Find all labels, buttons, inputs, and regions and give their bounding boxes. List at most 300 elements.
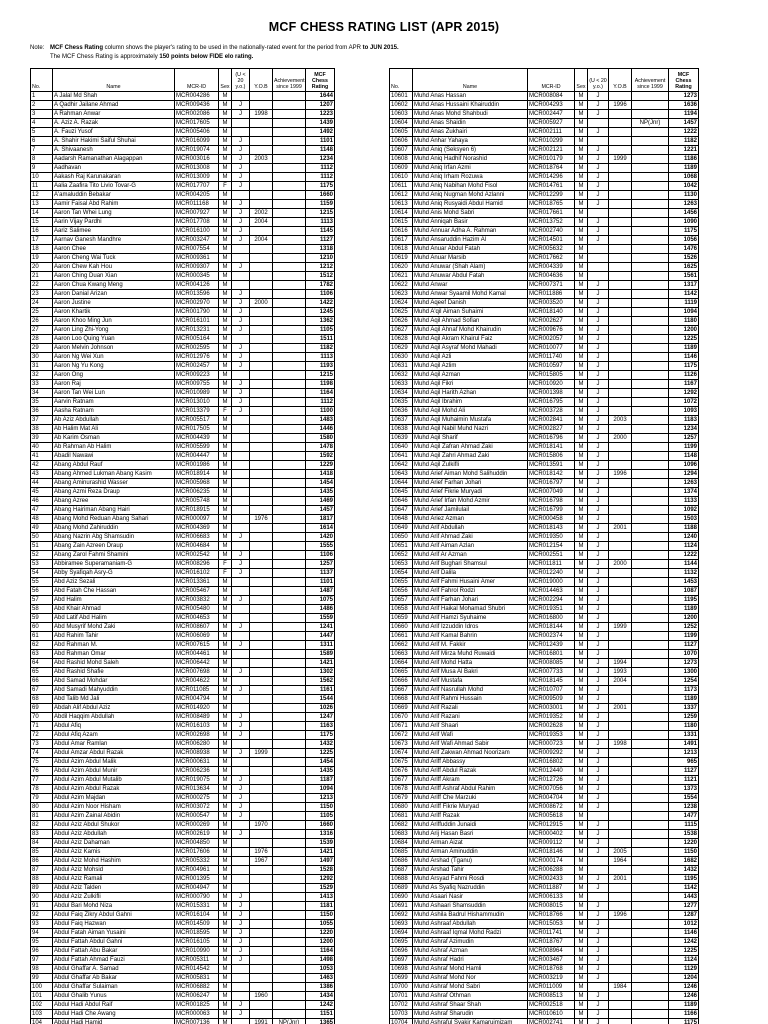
rating-table-left <box>30 68 390 1024</box>
cell-u20: J <box>232 569 250 578</box>
cell-name: Aaron Ching Duan Xian <box>53 272 175 281</box>
table-row <box>31 938 391 947</box>
cell-achievement <box>632 947 669 956</box>
table-row <box>390 740 750 749</box>
cell-yob <box>250 191 273 200</box>
table-row <box>31 272 391 281</box>
table-row <box>390 452 750 461</box>
cell-name: Muhd Arif Haikal Mohamad Shubri <box>413 605 528 614</box>
cell-u20: J <box>588 164 609 173</box>
cell-spacer <box>335 875 391 884</box>
cell-rating: 1263 <box>669 479 699 488</box>
cell-yob <box>609 344 632 353</box>
cell-mcr-id: MCR015053 <box>528 920 575 929</box>
cell-sex: M <box>219 749 232 758</box>
cell-spacer <box>699 614 750 623</box>
cell-u20: J <box>588 722 609 731</box>
cell-yob <box>250 956 273 965</box>
cell-spacer <box>699 398 750 407</box>
cell-no: 10643 <box>390 470 413 479</box>
cell-sex: M <box>575 749 588 758</box>
cell-u20 <box>232 677 250 686</box>
cell-mcr-id: MCR004205 <box>175 191 219 200</box>
cell-achievement <box>273 398 306 407</box>
cell-u20: J <box>232 920 250 929</box>
cell-u20: J <box>588 848 609 857</box>
cell-achievement <box>632 452 669 461</box>
cell-name: A. Aziz A. Razak <box>53 119 175 128</box>
cell-mcr-id: MCR000547 <box>175 812 219 821</box>
cell-spacer <box>335 155 391 164</box>
cell-rating: 1142 <box>669 290 699 299</box>
cell-u20: J <box>588 785 609 794</box>
cell-u20 <box>232 866 250 875</box>
cell-yob <box>609 164 632 173</box>
cell-achievement <box>632 416 669 425</box>
cell-u20: J <box>588 281 609 290</box>
cell-no: 10630 <box>390 353 413 362</box>
table-row <box>390 965 750 974</box>
cell-no: 34 <box>31 389 53 398</box>
cell-name: Muhd Arif Rahmi Hussain <box>413 695 528 704</box>
cell-achievement <box>632 731 669 740</box>
table-row <box>390 992 750 1001</box>
cell-mcr-id: MCR012439 <box>528 641 575 650</box>
cell-spacer <box>335 659 391 668</box>
cell-mcr-id: MCR013010 <box>175 398 219 407</box>
cell-sex: M <box>219 515 232 524</box>
cell-spacer <box>335 497 391 506</box>
cell-sex: M <box>575 938 588 947</box>
cell-sex: M <box>219 236 232 245</box>
table-row <box>31 542 391 551</box>
cell-sex: M <box>575 119 588 128</box>
cell-achievement <box>273 542 306 551</box>
cell-name: Muhd Aqil Ibrahim <box>413 398 528 407</box>
cell-sex: M <box>575 650 588 659</box>
cell-no: 85 <box>31 848 53 857</box>
cell-achievement <box>273 641 306 650</box>
cell-name: Ab Halim Mat Ali <box>53 425 175 434</box>
table-row <box>31 920 391 929</box>
cell-rating: 965 <box>669 758 699 767</box>
cell-yob <box>250 929 273 938</box>
cell-u20: J <box>588 911 609 920</box>
cell-sex: M <box>575 668 588 677</box>
cell-spacer <box>699 470 750 479</box>
table-row <box>31 290 391 299</box>
cell-achievement <box>632 173 669 182</box>
cell-name: Muhd Aqil Azman <box>413 371 528 380</box>
cell-u20: J <box>232 380 250 389</box>
cell-name: Muhd Ariff Che Marzuki <box>413 794 528 803</box>
cell-spacer <box>699 569 750 578</box>
cell-no: 15 <box>31 218 53 227</box>
cell-spacer <box>335 632 391 641</box>
cell-no: 7 <box>31 146 53 155</box>
cell-mcr-id: MCR005332 <box>175 857 219 866</box>
cell-name: Abd Samad Mohdar <box>53 677 175 686</box>
cell-name: Muhd Aniq Hadhif Norashid <box>413 155 528 164</box>
cell-mcr-id: MCR019000 <box>528 578 575 587</box>
cell-rating: 1373 <box>669 785 699 794</box>
cell-no: 60 <box>31 623 53 632</box>
cell-rating: 1215 <box>306 371 335 380</box>
cell-rating: 1447 <box>306 632 335 641</box>
cell-no: 29 <box>31 344 53 353</box>
cell-mcr-id: MCR004636 <box>528 272 575 281</box>
cell-rating: 1161 <box>306 686 335 695</box>
cell-name: Muhd Aniq Nugman Mohd Azlanni <box>413 191 528 200</box>
cell-mcr-id: MCR010707 <box>528 686 575 695</box>
cell-no: 20 <box>31 263 53 272</box>
cell-no: 53 <box>31 560 53 569</box>
cell-name: A Rahman Anwar <box>53 110 175 119</box>
cell-u20: J <box>588 875 609 884</box>
cell-achievement <box>273 227 306 236</box>
cell-achievement <box>273 893 306 902</box>
cell-rating: 1188 <box>669 524 699 533</box>
cell-mcr-id: MCR005748 <box>175 497 219 506</box>
cell-spacer <box>335 164 391 173</box>
cell-u20 <box>588 119 609 128</box>
cell-name: Muhd Ansaruddin Hazim Al <box>413 236 528 245</box>
cell-mcr-id: MCR018140 <box>528 308 575 317</box>
cell-sex: M <box>575 1001 588 1010</box>
cell-u20: J <box>588 227 609 236</box>
table-row <box>390 434 750 443</box>
cell-rating: 1142 <box>669 884 699 893</box>
cell-rating: 1175 <box>306 182 335 191</box>
cell-rating: 1012 <box>669 920 699 929</box>
cell-no: 23 <box>31 290 53 299</box>
cell-no: 10658 <box>390 605 413 614</box>
cell-sex: M <box>575 263 588 272</box>
cell-achievement <box>273 200 306 209</box>
cell-name: Abang Azree <box>53 497 175 506</box>
cell-mcr-id: MCR008607 <box>175 623 219 632</box>
cell-achievement <box>632 110 669 119</box>
cell-sex: M <box>575 974 588 983</box>
cell-rating: 1148 <box>306 146 335 155</box>
table-header-row <box>390 69 750 92</box>
cell-no: 10619 <box>390 254 413 263</box>
cell-achievement <box>632 101 669 110</box>
cell-no: 10691 <box>390 902 413 911</box>
cell-spacer <box>699 686 750 695</box>
cell-achievement <box>273 596 306 605</box>
cell-sex: M <box>219 506 232 515</box>
cell-yob <box>609 974 632 983</box>
table-row <box>390 155 750 164</box>
cell-rating: 1213 <box>669 749 699 758</box>
cell-name: Aaron Ng Wei Xun <box>53 353 175 362</box>
cell-no: 56 <box>31 587 53 596</box>
cell-rating: 1189 <box>669 164 699 173</box>
cell-name: Abdul Fattah Abdul Gahni <box>53 938 175 947</box>
table-row <box>31 470 391 479</box>
cell-rating: 1121 <box>669 776 699 785</box>
cell-mcr-id: MCR012915 <box>528 821 575 830</box>
cell-sex: M <box>219 911 232 920</box>
cell-yob <box>609 371 632 380</box>
cell-sex: M <box>219 389 232 398</box>
table-row <box>390 371 750 380</box>
cell-no: 14 <box>31 209 53 218</box>
cell-achievement <box>632 218 669 227</box>
cell-mcr-id: MCR015331 <box>175 902 219 911</box>
cell-u20: J <box>588 317 609 326</box>
cell-yob <box>250 569 273 578</box>
cell-yob <box>250 92 273 101</box>
cell-achievement <box>273 497 306 506</box>
cell-spacer <box>335 101 391 110</box>
cell-achievement <box>632 434 669 443</box>
cell-rating: 1026 <box>306 704 335 713</box>
cell-rating: 1187 <box>306 776 335 785</box>
cell-yob <box>609 731 632 740</box>
cell-rating: 1817 <box>306 515 335 524</box>
cell-mcr-id: MCR016100 <box>175 227 219 236</box>
cell-achievement <box>273 128 306 137</box>
cell-achievement <box>632 308 669 317</box>
cell-yob <box>609 92 632 101</box>
cell-no: 10628 <box>390 335 413 344</box>
table-row <box>390 1010 750 1019</box>
cell-name: Abdul Aziz Dahaman <box>53 839 175 848</box>
cell-name: Aaron Raj <box>53 380 175 389</box>
cell-sex: M <box>219 335 232 344</box>
cell-sex: M <box>219 110 232 119</box>
cell-sex: M <box>575 677 588 686</box>
cell-name: Muhd As Syafiq Nazruddin <box>413 884 528 893</box>
table-body-left <box>31 92 391 1024</box>
cell-yob <box>609 515 632 524</box>
cell-no: 62 <box>31 641 53 650</box>
cell-achievement <box>632 533 669 542</box>
cell-mcr-id: MCR012299 <box>528 191 575 200</box>
cell-name: Aaron Chee <box>53 245 175 254</box>
cell-sex: M <box>575 272 588 281</box>
table-row <box>390 461 750 470</box>
cell-spacer <box>699 983 750 992</box>
cell-sex: M <box>575 704 588 713</box>
cell-no: 21 <box>31 272 53 281</box>
cell-name: Muhd Aniq Rusyaidi Abdul Hamid <box>413 200 528 209</box>
cell-yob <box>609 794 632 803</box>
cell-u20 <box>232 416 250 425</box>
cell-u20: J <box>588 218 609 227</box>
cell-no: 103 <box>31 1010 53 1019</box>
cell-spacer <box>335 965 391 974</box>
cell-no: 54 <box>31 569 53 578</box>
cell-no: 10626 <box>390 317 413 326</box>
cell-rating: 1186 <box>669 155 699 164</box>
cell-sex: M <box>219 920 232 929</box>
table-row <box>390 407 750 416</box>
cell-spacer <box>335 254 391 263</box>
cell-no: 97 <box>31 956 53 965</box>
cell-yob <box>609 425 632 434</box>
cell-sex: M <box>575 596 588 605</box>
cell-u20: J <box>588 929 609 938</box>
cell-u20: J <box>232 317 250 326</box>
cell-spacer <box>335 1010 391 1019</box>
cell-achievement <box>632 596 669 605</box>
cell-spacer <box>699 389 750 398</box>
cell-sex: M <box>219 173 232 182</box>
cell-sex: M <box>575 254 588 263</box>
cell-no: 10618 <box>390 245 413 254</box>
cell-u20 <box>232 632 250 641</box>
cell-spacer <box>335 281 391 290</box>
table-row <box>31 416 391 425</box>
cell-mcr-id: MCR016801 <box>528 650 575 659</box>
cell-achievement <box>273 254 306 263</box>
cell-achievement <box>632 578 669 587</box>
cell-sex: M <box>575 785 588 794</box>
cell-name: Muhd Anuwar (Shah Alam) <box>413 263 528 272</box>
table-row <box>31 992 391 1001</box>
cell-rating: 1127 <box>306 236 335 245</box>
cell-spacer <box>335 992 391 1001</box>
cell-achievement <box>632 848 669 857</box>
cell-spacer <box>699 200 750 209</box>
cell-rating: 1130 <box>669 191 699 200</box>
cell-mcr-id: MCR010920 <box>528 380 575 389</box>
cell-spacer <box>699 308 750 317</box>
cell-mcr-id: MCR014296 <box>528 173 575 182</box>
cell-achievement <box>632 407 669 416</box>
cell-rating: 1093 <box>669 407 699 416</box>
cell-spacer <box>335 335 391 344</box>
cell-spacer <box>699 587 750 596</box>
cell-achievement <box>632 560 669 569</box>
cell-rating: 1175 <box>669 1019 699 1024</box>
table-row <box>390 290 750 299</box>
table-row <box>390 749 750 758</box>
cell-mcr-id: MCR013591 <box>528 461 575 470</box>
cell-sex: M <box>219 821 232 830</box>
table-row <box>31 398 391 407</box>
cell-no: 93 <box>31 920 53 929</box>
cell-spacer <box>699 920 750 929</box>
cell-name: Muhd Anas Hassan <box>413 92 528 101</box>
cell-mcr-id: MCR001825 <box>175 1001 219 1010</box>
cell-achievement <box>273 911 306 920</box>
cell-spacer <box>335 146 391 155</box>
cell-u20: J <box>588 461 609 470</box>
cell-sex: M <box>219 542 232 551</box>
cell-u20: J <box>588 533 609 542</box>
cell-name: Abdul Faiq Hazwan <box>53 920 175 929</box>
cell-yob <box>250 317 273 326</box>
header-yob: Y.O.B <box>250 69 273 92</box>
cell-name: Abdul Azim Abdul Munir <box>53 767 175 776</box>
cell-spacer <box>335 398 391 407</box>
cell-sex: F <box>219 560 232 569</box>
table-row <box>31 956 391 965</box>
cell-sex: M <box>575 461 588 470</box>
cell-spacer <box>699 281 750 290</box>
cell-mcr-id: MCR004339 <box>528 263 575 272</box>
cell-yob <box>250 416 273 425</box>
cell-achievement <box>632 524 669 533</box>
cell-spacer <box>699 425 750 434</box>
table-row <box>31 740 391 749</box>
cell-sex: M <box>575 416 588 425</box>
cell-name: Muhd Anniqah Basir <box>413 218 528 227</box>
cell-yob <box>250 182 273 191</box>
cell-yob <box>250 785 273 794</box>
cell-achievement <box>273 794 306 803</box>
cell-spacer <box>335 128 391 137</box>
cell-sex: M <box>575 1010 588 1019</box>
table-row <box>390 794 750 803</box>
cell-yob <box>609 587 632 596</box>
cell-achievement <box>273 236 306 245</box>
cell-rating: 1137 <box>306 569 335 578</box>
cell-u20: J <box>232 1010 250 1019</box>
cell-mcr-id: MCR018766 <box>528 911 575 920</box>
cell-name: Aaron Chua Kwang Meng <box>53 281 175 290</box>
table-row <box>390 1019 750 1024</box>
cell-name: Abdul Azim Abdul Mutalib <box>53 776 175 785</box>
cell-yob <box>609 920 632 929</box>
cell-spacer <box>335 191 391 200</box>
cell-rating: 1148 <box>669 452 699 461</box>
table-row <box>31 146 391 155</box>
cell-u20: J <box>588 956 609 965</box>
cell-no: 10672 <box>390 731 413 740</box>
cell-name: Abdul Azim Majdan <box>53 794 175 803</box>
table-row <box>390 866 750 875</box>
cell-mcr-id: MCR012726 <box>528 776 575 785</box>
cell-spacer <box>335 470 391 479</box>
table-row <box>31 659 391 668</box>
cell-u20 <box>232 758 250 767</box>
cell-name: Muhd Aniq Irfan Azmi <box>413 164 528 173</box>
cell-mcr-id: MCR014463 <box>528 587 575 596</box>
cell-spacer <box>335 893 391 902</box>
cell-spacer <box>699 848 750 857</box>
cell-sex: M <box>219 974 232 983</box>
cell-spacer <box>335 983 391 992</box>
cell-mcr-id: MCR001395 <box>175 875 219 884</box>
cell-yob <box>609 542 632 551</box>
cell-achievement <box>632 254 669 263</box>
cell-yob: 2005 <box>609 848 632 857</box>
cell-yob <box>250 263 273 272</box>
cell-mcr-id: MCR001986 <box>175 461 219 470</box>
cell-yob <box>250 425 273 434</box>
cell-achievement <box>273 101 306 110</box>
cell-u20: J <box>588 677 609 686</box>
cell-spacer <box>699 938 750 947</box>
cell-mcr-id: MCR002740 <box>528 227 575 236</box>
cell-no: 87 <box>31 866 53 875</box>
header-name: Name <box>53 69 175 92</box>
cell-no: 25 <box>31 308 53 317</box>
table-row <box>31 641 391 650</box>
cell-u20: J <box>232 551 250 560</box>
cell-rating: 1144 <box>669 560 699 569</box>
cell-spacer <box>699 947 750 956</box>
cell-sex: M <box>219 776 232 785</box>
cell-achievement <box>273 452 306 461</box>
cell-achievement <box>273 110 306 119</box>
table-row <box>390 416 750 425</box>
